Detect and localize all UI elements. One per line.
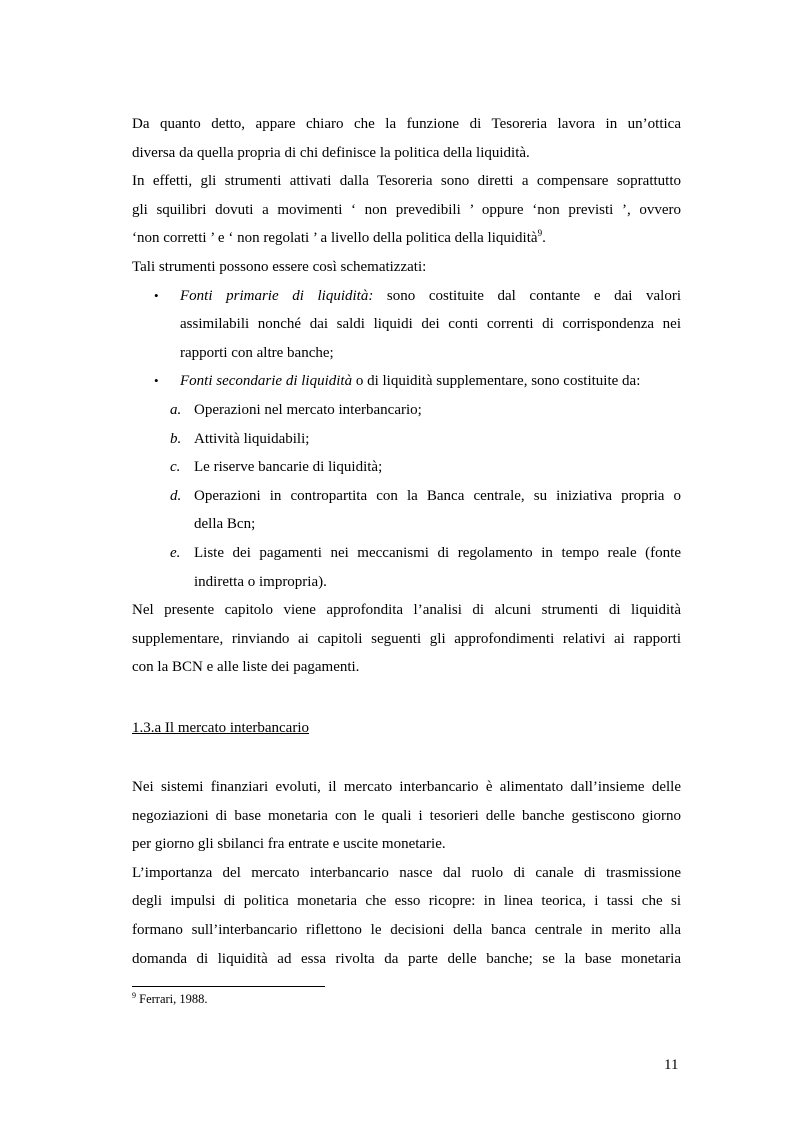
paragraph-6: L’importanza del mercato interbancario nasce dal ruolo di canale di trasmissione degli impulsi di politica monetaria che esso ricopre: in linea teorica, i tassi che si formano sull’interbancario riflettono le decisioni della banca centrale in merito alla domanda di liquidità ad essa rivolta da parte delle banche; se la base monetaria xyxy=(132,864,681,967)
list-item-letter: d. xyxy=(170,487,182,504)
paragraph-2 xyxy=(132,167,681,253)
footnote-text: Ferrari, 1988. xyxy=(136,992,208,1006)
list-item-letter: a. xyxy=(170,401,182,418)
list-item-letter: b. xyxy=(170,430,182,447)
page-number: 11 xyxy=(664,1057,679,1073)
paragraph-2-line-2: gli squilibri dovuti a movimenti ‘ non prevedibili ’ oppure ‘non previsti ’, ovvero xyxy=(132,201,681,218)
list-item: a. Operazioni nel mercato interbancario; xyxy=(132,396,681,425)
list-item-letter: e. xyxy=(170,544,181,561)
bullet-item: • Fonti primarie di liquidità: sono costituite dal contante e dai valori assimilabili nonché dai saldi liquidi dei conti correnti di corrispondenza nei rapporti con altre banche; xyxy=(132,282,681,368)
footnote-divider xyxy=(132,986,325,987)
paragraph-3: Tali strumenti possono essere così schematizzati: xyxy=(132,258,427,275)
paragraph-1 xyxy=(132,110,681,167)
bullet-icon: • xyxy=(154,287,159,303)
list-item: e. Liste dei pagamenti nei meccanismi di regolamento in tempo reale (fonte indiretta o impropria). xyxy=(132,539,681,596)
paragraph-4: Nel presente capitolo viene approfondita l’analisi di alcuni strumenti di liquidità supplementare, rinviando ai capitoli seguenti gli approfondimenti relativi ai rapporti con la BCN e alle liste dei pagamenti. xyxy=(132,602,681,676)
body-text-top xyxy=(132,110,681,682)
footnote-number: 9 xyxy=(132,990,136,1000)
body-text-bottom xyxy=(132,773,681,973)
bullet-icon: • xyxy=(154,373,159,389)
paragraph-5: Nei sistemi finanziari evoluti, il mercato interbancario è alimentato dall’insieme delle negoziazioni di base monetaria con le quali i tesorieri delle banche gestiscono giorno per giorno gli sbilanci fra entrate e uscite monetarie. xyxy=(132,779,681,853)
list-item: d. Operazioni in contropartita con la Banca centrale, su iniziativa propria o della Bcn; xyxy=(132,482,681,539)
paragraph-1-line-1: Da quanto detto, appare chiaro che la funzione di Tesoreria lavora in un’ottica xyxy=(132,116,681,132)
list-item: b. Attività liquidabili; xyxy=(132,425,681,454)
footnote xyxy=(132,992,208,1007)
section-heading: 1.3.a Il mercato interbancario xyxy=(132,720,309,736)
list-item: c. Le riserve bancarie di liquidità; xyxy=(132,453,681,482)
bullet-emphasis: Fonti primarie di liquidità: xyxy=(180,287,374,304)
list-item-letter: c. xyxy=(170,459,181,476)
bullet-emphasis: Fonti secondarie di liquidità xyxy=(180,373,353,390)
footnote-ref: 9 xyxy=(537,228,543,239)
paragraph-2-line-1: In effetti, gli strumenti attivati dalla Tesoreria sono diretti a compensare soprattutto xyxy=(132,173,681,190)
paragraph-1-line-2: diversa da quella propria di chi definisce la politica della liquidità. xyxy=(132,144,530,161)
bullet-item: • Fonti secondarie di liquidità o di liquidità supplementare, sono costituite da: xyxy=(132,367,681,396)
paragraph-2-line-3: ‘non corretti ’ e ‘ non regolati ’ a livello della politica della liquidità$^9$. xyxy=(132,228,546,247)
